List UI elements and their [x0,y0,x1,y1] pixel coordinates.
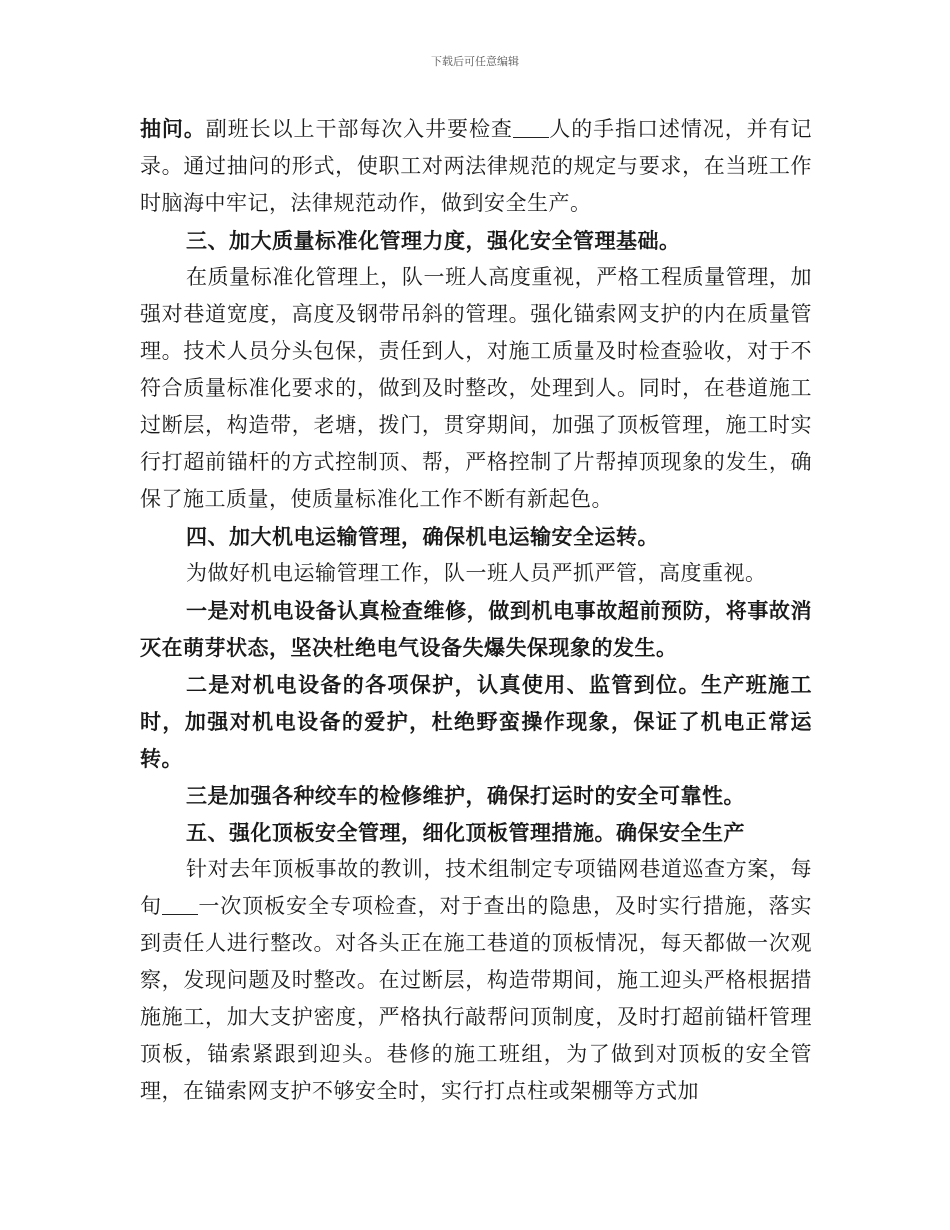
paragraph-roof [140,851,812,1110]
document-body [140,110,812,1110]
paragraph-text: 副班长以上干部每次入井要检查 [205,117,513,141]
paragraph-text: 针对去年顶板事故的教训，技术组制定专项锚网巷道巡查方案，每旬 [140,857,812,918]
paragraph-point-1: 一是对机电设备认真检查维修，做到机电事故超前预防，将事故消灭在萌芽状态，坚决杜绝电气设备失爆失保现象的发生。 [140,598,812,660]
paragraph-text: 一次顶板安全专项检查，对于查出的隐患，及时实行措施，落实到责任人进行整改。对各头正在施工巷道的顶板情况，每天都做一次观察，发现问题及时整改。在过断层，构造带期间，施工迎头严格根据措施施工，加大支护密度，严格执行敲帮问顶制度，及时打超前锚杆管理顶板，锚索紧跟到迎头。巷修的施工班组，为了做到对顶板的安全管理，在锚索网支护不够安全时，实行打点柱或架棚等方式加 [140,894,813,1103]
paragraph-quality: 在质量标准化管理上，队一班人高度重视，严格工程质量管理，加强对巷道宽度，高度及钢带吊斜的管理。强化锚索网支护的内在质量管理。技术人员分头包保，责任到人，对施工质量及时检查验收，对于不符合质量标准化要求的，做到及时整改，处理到人。同时，在巷道施工过断层，构造带，老塘，拨门，贯穿期间，加强了顶板管理，施工时实行打超前锚杆的方式控制顶、帮，严格控制了片帮掉顶现象的发生，确保了施工质量，使质量标准化工作不断有新起色。 [140,265,812,511]
paragraph-1 [140,110,812,222]
section-heading-5: 五、强化顶板安全管理，细化顶板管理措施。确保安全生产 [186,820,745,845]
section-heading-4: 四、加大机电运输管理，确保机电运输安全运转。 [186,524,659,549]
paragraph-mechanical-intro: 为做好机电运输管理工作，队一班人员严抓严管，高度重视。 [186,561,767,585]
page-header: 下载后可任意编辑 [431,55,519,68]
section-heading-3: 三、加大质量标准化管理力度，强化安全管理基础。 [186,228,681,253]
paragraph-text: 人的手指口述情况，并有记录。通过抽问的形式，使职工对两法律规范的规定与要求，在当班工作时脑海中牢记，法律规范动作，做到安全生产。 [140,117,813,215]
fill-blank [162,896,198,915]
paragraph-point-3: 三是加强各种绞车的检修维护，确保打运时的安全可靠性。 [186,783,745,808]
paragraph-point-2: 二是对机电设备的各项保护，认真使用、监管到位。生产班施工时，加强对机电设备的爱护，杜绝野蛮操作现象，保证了机电正常运转。 [140,672,812,771]
bold-lead: 抽问。 [140,116,206,141]
fill-blank [513,119,549,138]
